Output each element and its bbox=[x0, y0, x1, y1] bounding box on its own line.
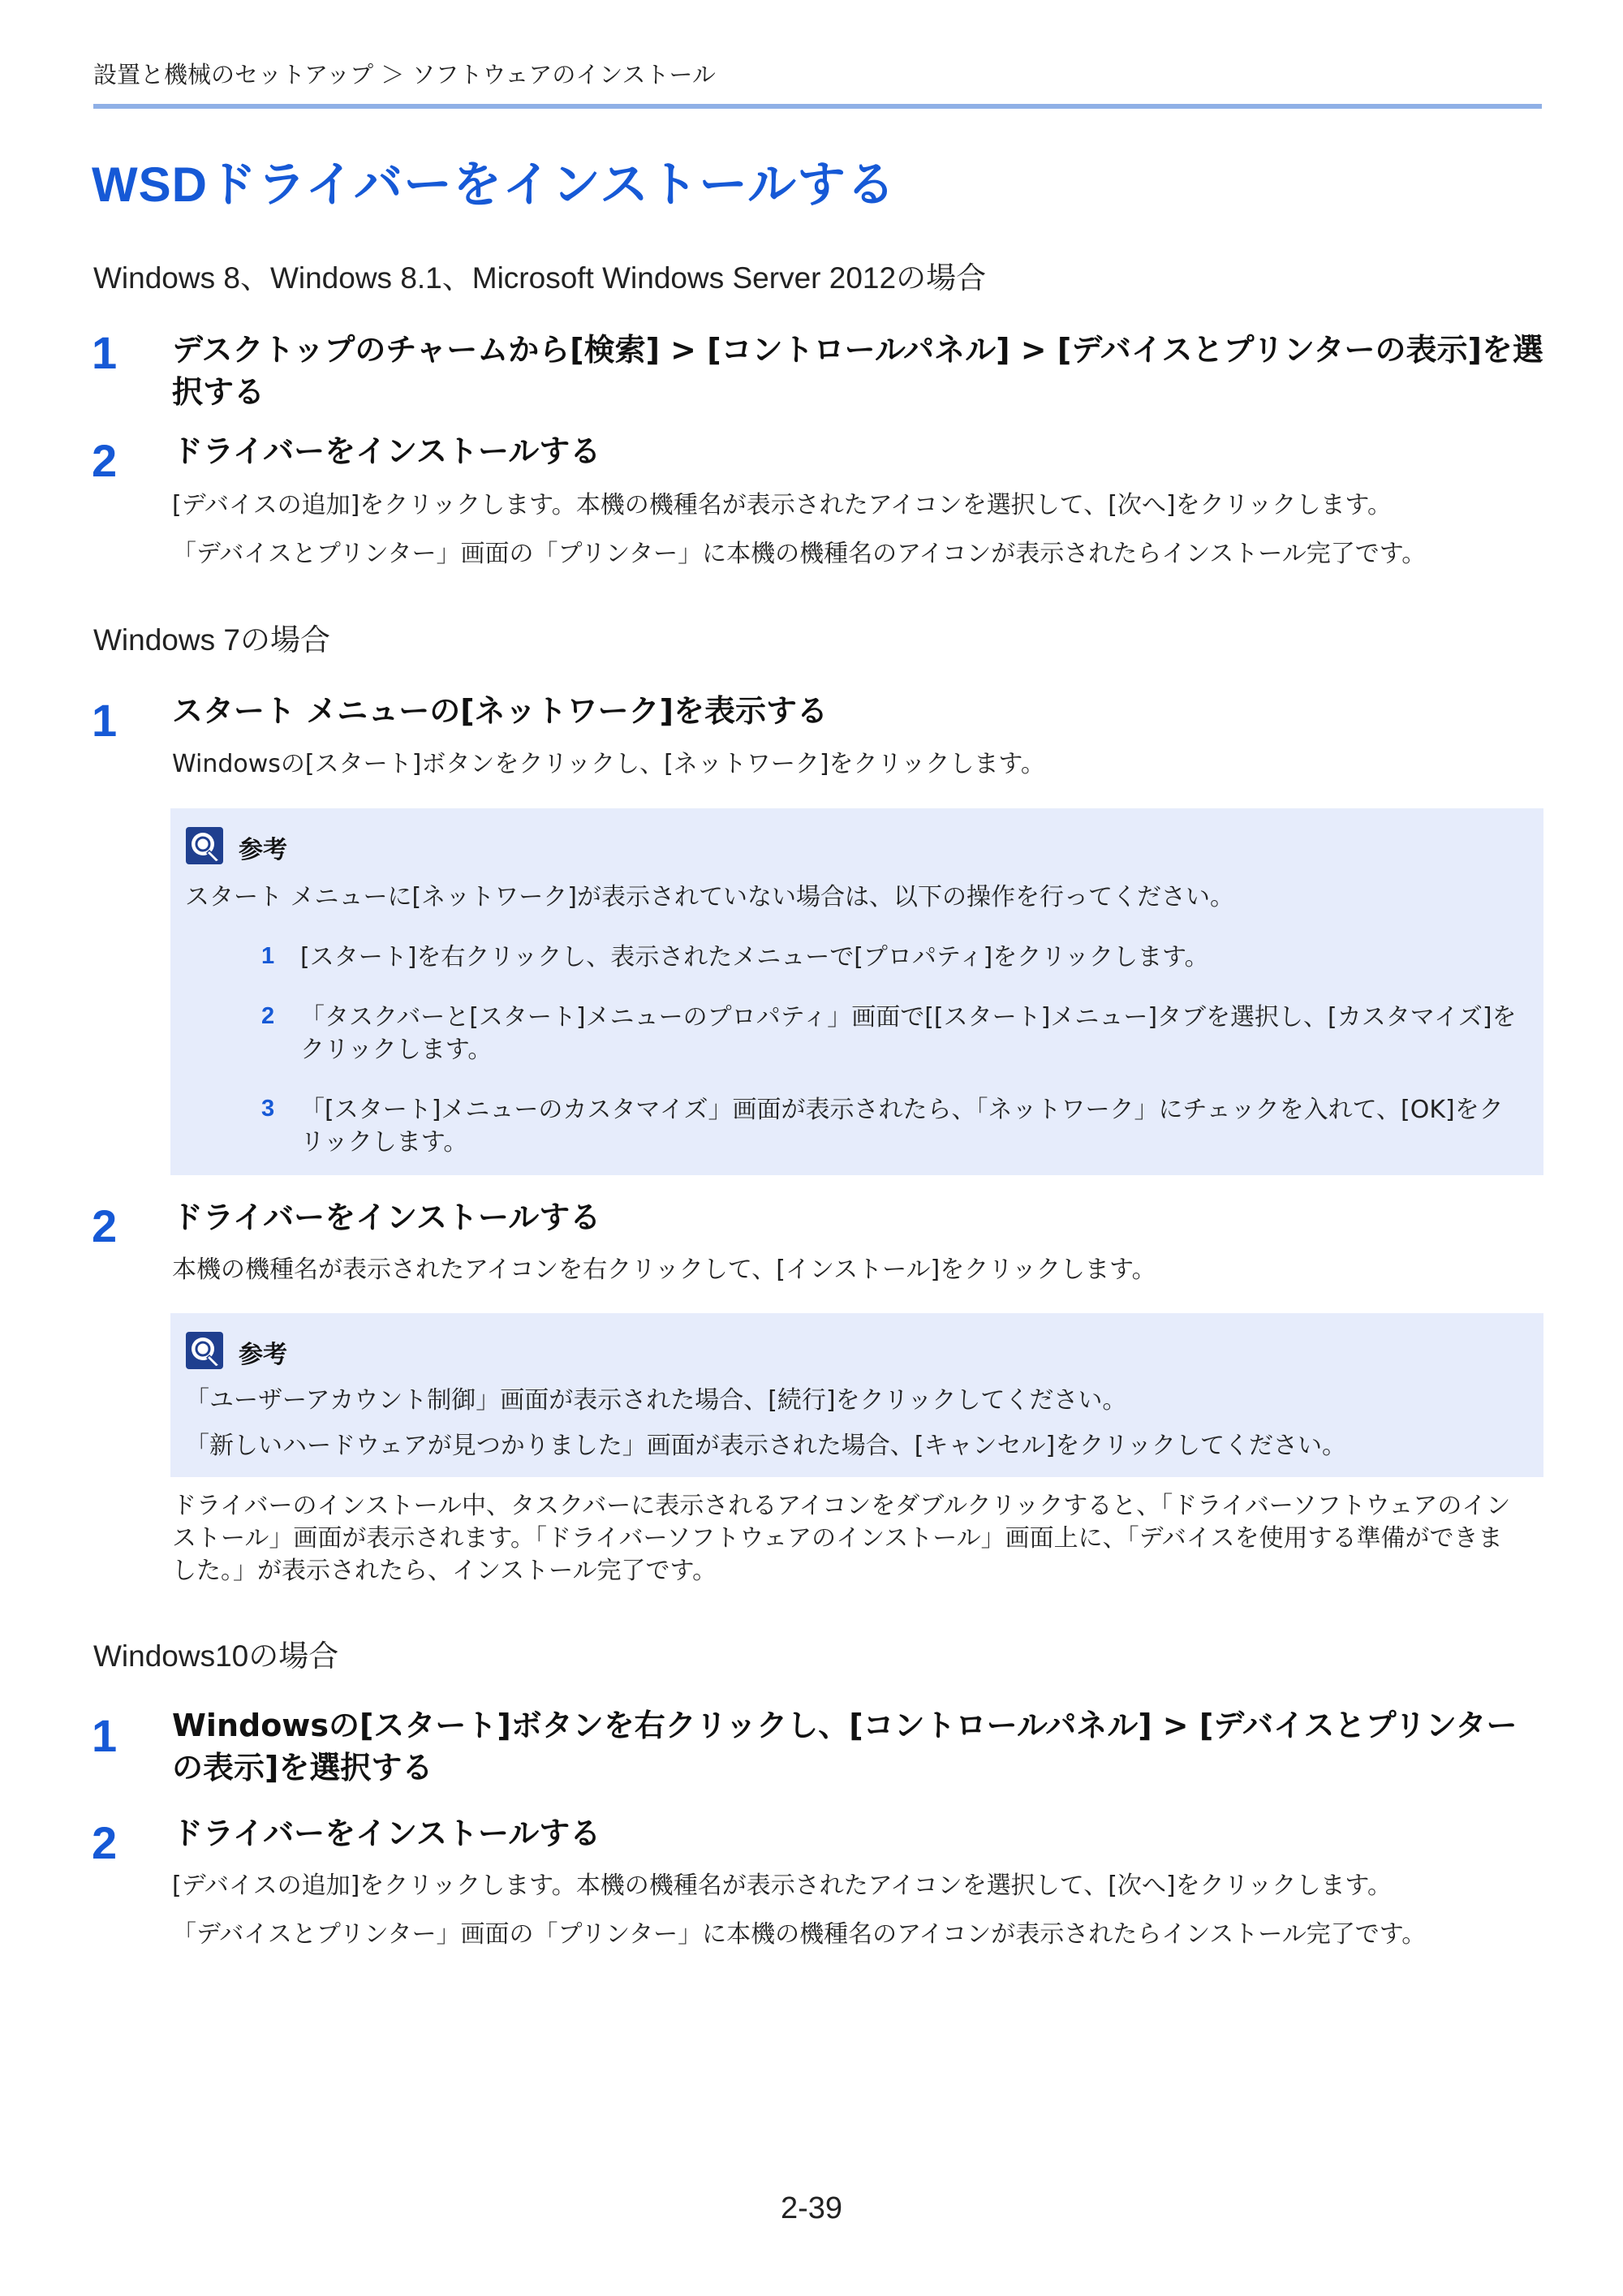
step-number: 1 bbox=[92, 327, 118, 378]
section-title-win8: Windows 8、Windows 8.1、Microsoft Windows Server 2012の場合 bbox=[93, 261, 987, 295]
breadcrumb[interactable]: 設置と機械のセットアップ ＞ ソフトウェアのインストール bbox=[93, 61, 716, 88]
step-text: 「デバイスとプリンター」画面の「プリンター」に本機の機種名のアイコンが表示されたらインストール完了です。 bbox=[172, 540, 1427, 568]
page-number: 2-39 bbox=[780, 2191, 843, 2225]
step-heading: ドライバーをインストールする bbox=[172, 1200, 601, 1235]
step-heading: Windowsの[スタート]ボタンを右クリックし、[コントロールパネル] > [デバイスとプリンターの表示]を選択する bbox=[172, 1708, 1518, 1786]
step-text: 本機の機種名が表示されたアイコンを右クリックして、[インストール]をクリックします。 bbox=[172, 1256, 1156, 1284]
note-list-item: 「タスクバーと[スタート]メニューのプロパティ」画面で[[スタート]メニュー]タブを選択し、[カスタマイズ]をクリックします。 bbox=[300, 1003, 1517, 1064]
note-list-number: 2 bbox=[261, 1003, 275, 1029]
note-box bbox=[170, 808, 1543, 1175]
step-number: 1 bbox=[92, 695, 118, 746]
step-heading: ドライバーをインストールする bbox=[172, 1816, 601, 1851]
note-text: 「新しいハードウェアが見つかりました」画面が表示された場合、[キャンセル]をクリックしてください。 bbox=[185, 1432, 1347, 1460]
step-text: 「デバイスとプリンター」画面の「プリンター」に本機の機種名のアイコンが表示されたらインストール完了です。 bbox=[172, 1920, 1427, 1949]
note-list-item: [スタート]を右クリックし、表示されたメニューで[プロパティ]をクリックします。 bbox=[300, 943, 1209, 971]
note-label: 参考 bbox=[239, 836, 287, 864]
step-number: 2 bbox=[92, 1817, 118, 1868]
note-pencil-icon bbox=[185, 1331, 224, 1370]
note-label: 参考 bbox=[239, 1341, 287, 1369]
step-number: 2 bbox=[92, 435, 118, 486]
note-list-number: 3 bbox=[261, 1096, 275, 1122]
step-heading: デスクトップのチャームから[検索] > [コントロールパネル] > [デバイスとプリンターの表示]を選択する bbox=[172, 332, 1543, 410]
step-heading: スタート メニューの[ネットワーク]を表示する bbox=[172, 693, 828, 729]
step-heading: ドライバーをインストールする bbox=[172, 433, 601, 469]
step-text: [デバイスの追加]をクリックします。本機の機種名が表示されたアイコンを選択して、[次へ]をクリックします。 bbox=[172, 491, 1393, 519]
step-text: [デバイスの追加]をクリックします。本機の機種名が表示されたアイコンを選択して、[次へ]をクリックします。 bbox=[172, 1872, 1393, 1900]
page-title: WSDドライバーをインストールする bbox=[92, 157, 896, 212]
note-text: スタート メニューに[ネットワーク]が表示されていない場合は、以下の操作を行ってください。 bbox=[185, 883, 1234, 911]
note-text: 「ユーザーアカウント制御」画面が表示された場合、[続行]をクリックしてください。 bbox=[185, 1386, 1127, 1415]
note-list-item: 「[スタート]メニューのカスタマイズ」画面が表示されたら、「ネットワーク」にチェックを入れて、[OK]をクリックします。 bbox=[300, 1096, 1504, 1157]
header-divider bbox=[93, 104, 1542, 109]
note-pencil-icon bbox=[185, 826, 224, 865]
step-text: ドライバーのインストール中、タスクバーに表示されるアイコンをダブルクリックすると、「ドライバーソフトウェアのインストール」画面が表示されます。「ドライバーソフトウェアのインストール」画面上に、「デバイスを使用する準備ができました。」が表示されたら、インストール完了です。 bbox=[172, 1492, 1511, 1585]
step-number: 2 bbox=[92, 1200, 118, 1251]
note-list-number: 1 bbox=[261, 943, 275, 969]
step-number: 1 bbox=[92, 1710, 118, 1761]
step-text: Windowsの[スタート]ボタンをクリックし、[ネットワーク]をクリックします。 bbox=[172, 750, 1045, 778]
section-title-win10: Windows10の場合 bbox=[93, 1639, 339, 1673]
note-box bbox=[170, 1313, 1543, 1477]
section-title-win7: Windows 7の場合 bbox=[93, 623, 330, 657]
